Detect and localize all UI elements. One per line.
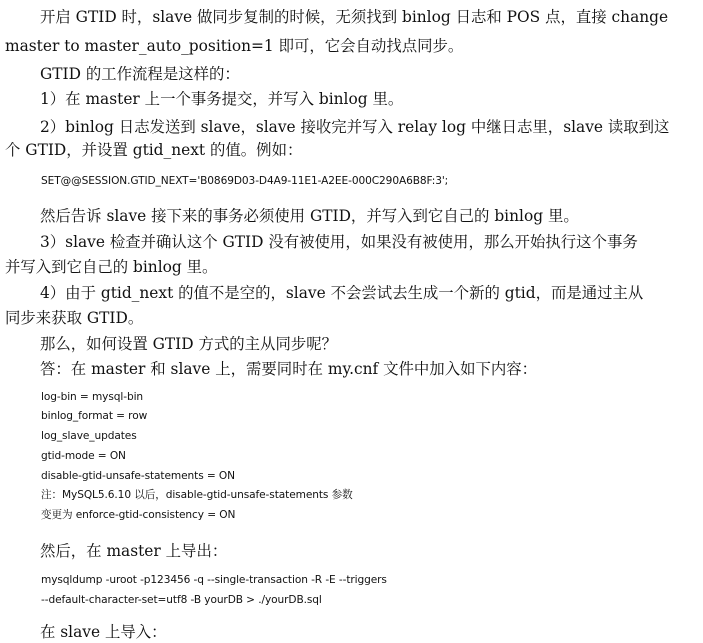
intro-line-1: 开启 GTID 时，slave 做同步复制的时候，无须找到 binlog 日志和 POS 点，直接 change [40, 8, 669, 26]
export-intro: 然后，在 master 上导出： [40, 542, 228, 560]
mysqldump-command-line-2: --default-character-set=utf8 -B yourDB > ./yourDB.sql [41, 594, 322, 606]
config-line: gtid-mode = ON [41, 450, 126, 462]
gtid-next-code-example: SET@@SESSION.GTID_NEXT='B0869D03-D4A9-11E1-A2EE-000C290A6B8F:3'; [41, 175, 449, 187]
workflow-step-3-line-2: 并写入到它自己的 binlog 里。 [5, 258, 218, 276]
workflow-step-3-line-1: 3）slave 检查并确认这个 GTID 没有被使用，如果没有被使用，那么开始执行这个事务 [40, 233, 638, 251]
config-line: binlog_format = row [41, 410, 148, 422]
config-note-line-2: 变更为 enforce-gtid-consistency = ON [41, 509, 236, 521]
setup-question: 那么，如何设置 GTID 方式的主从同步呢？ [40, 335, 338, 353]
then-line: 然后告诉 slave 接下来的事务必须使用 GTID，并写入到它自己的 binlog 里。 [40, 207, 579, 225]
config-line: log_slave_updates [41, 430, 137, 442]
intro-line-2: master to master_auto_position=1 即可，它会自动找点同步。 [5, 37, 464, 55]
workflow-step-2-line-1: 2）binlog 日志发送到 slave，slave 接收完并写入 relay log 中继日志里，slave 读取到这 [40, 118, 670, 136]
mysqldump-command-line-1: mysqldump -uroot -p123456 -q --single-transaction -R -E --triggers [41, 574, 387, 586]
config-line: log-bin = mysql-bin [41, 391, 144, 403]
config-note-line-1: 注：MySQL5.6.10 以后，disable-gtid-unsafe-statements 参数 [41, 489, 353, 501]
workflow-step-4-line-2: 同步来获取 GTID。 [5, 309, 144, 327]
config-line: disable-gtid-unsafe-statements = ON [41, 470, 236, 482]
workflow-step-1: 1）在 master 上一个事务提交，并写入 binlog 里。 [40, 90, 404, 108]
import-intro: 在 slave 上导入： [40, 623, 167, 641]
setup-answer: 答：在 master 和 slave 上，需要同时在 my.cnf 文件中加入如下内容： [40, 360, 538, 378]
workflow-step-2-line-2: 个 GTID，并设置 gtid_next 的值。例如： [5, 141, 303, 159]
workflow-step-4-line-1: 4）由于 gtid_next 的值不是空的，slave 不会尝试去生成一个新的 gtid，而是通过主从 [40, 284, 644, 302]
workflow-heading: GTID 的工作流程是这样的： [40, 65, 240, 83]
